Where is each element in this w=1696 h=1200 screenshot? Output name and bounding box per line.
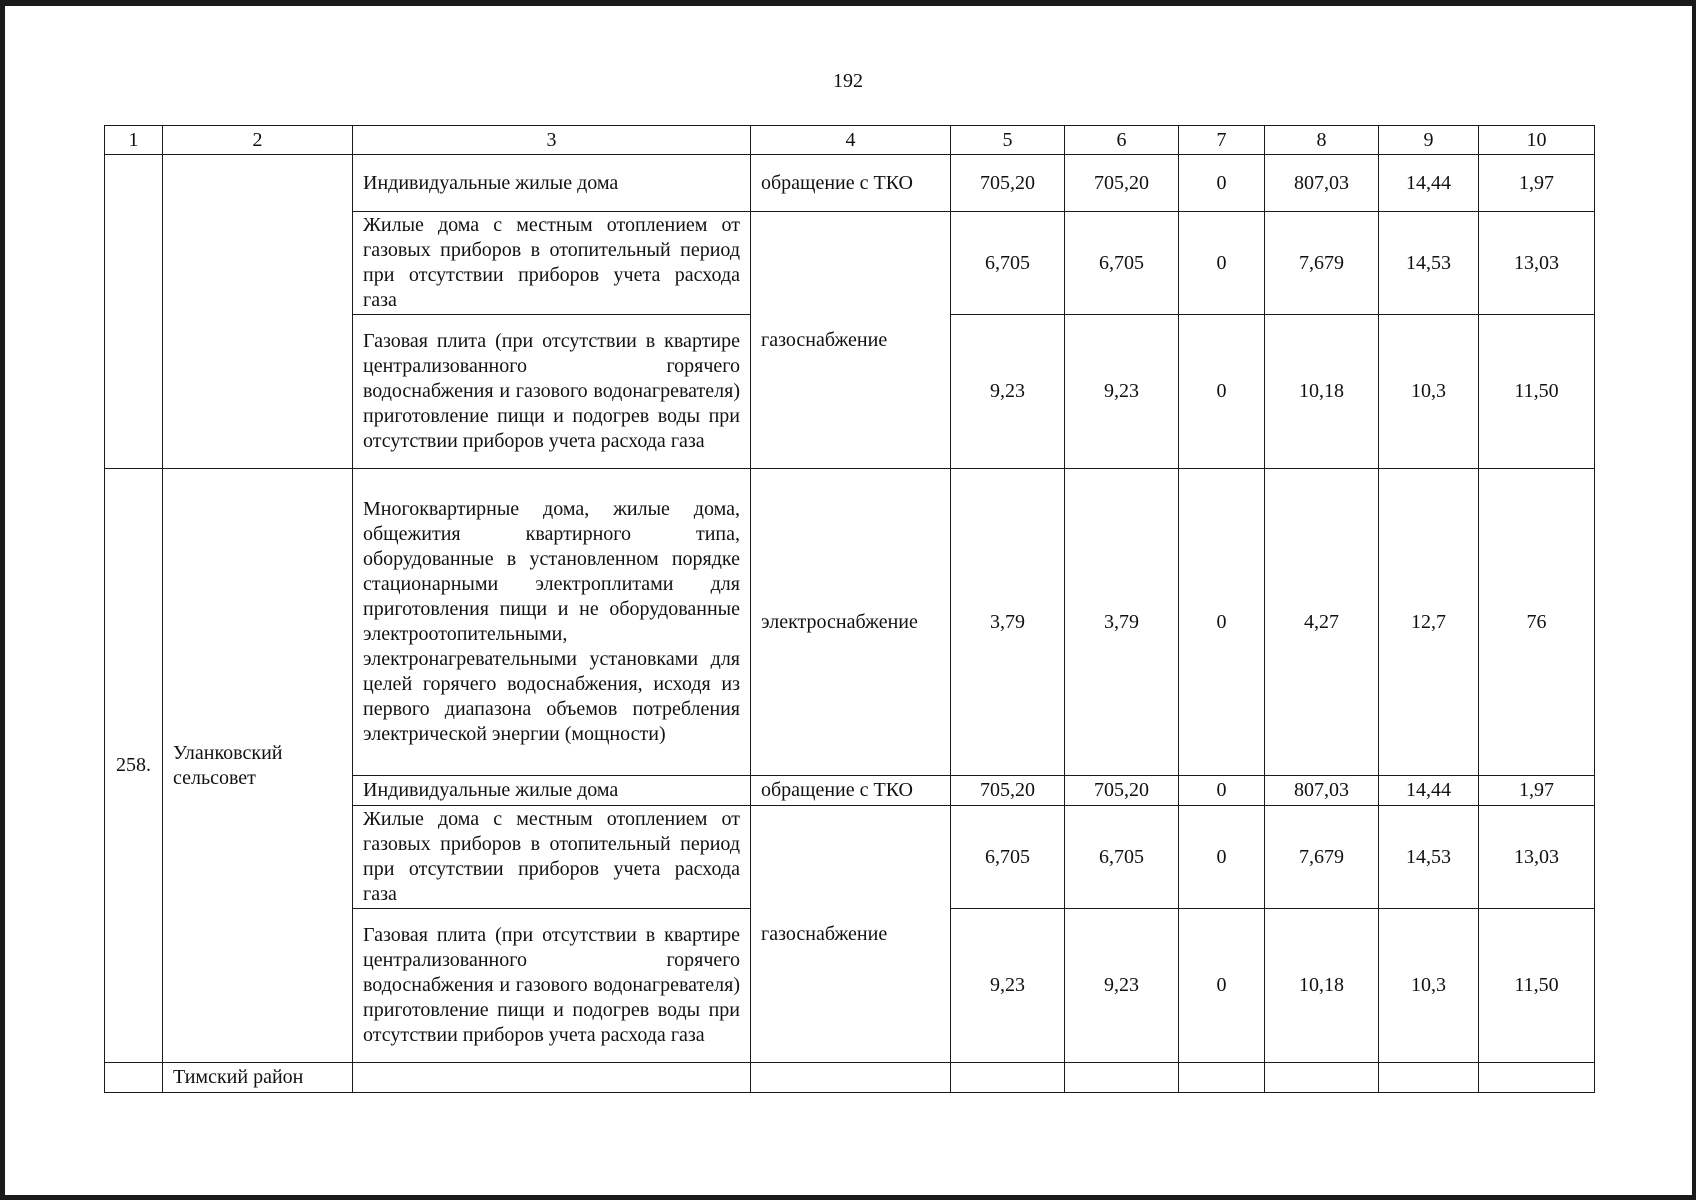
value-cell: 10,3 (1379, 315, 1479, 469)
value-cell: 11,50 (1479, 315, 1595, 469)
table-row (105, 155, 1595, 212)
value-cell: 0 (1179, 212, 1265, 315)
header-cell: 5 (951, 126, 1065, 155)
value-cell (1379, 1063, 1479, 1093)
header-cell: 3 (353, 126, 751, 155)
category-cell (353, 1063, 751, 1093)
header-cell: 9 (1379, 126, 1479, 155)
service-cell: обращение с ТКО (751, 776, 951, 806)
value-cell (1479, 1063, 1595, 1093)
header-row (105, 126, 1595, 155)
district-row (105, 1063, 1595, 1093)
category-cell: Многоквартирные дома, жилые дома, общежития квартирного типа, оборудованные в установленном порядке стационарными электроплитами для приготовления пищи и не оборудованные электроотопительными, электронагревательными установками для целей горячего водоснабжения, исходя из первого диапазона объемов потребления электрической энергии (мощности) (353, 469, 751, 776)
value-cell: 705,20 (951, 155, 1065, 212)
value-cell: 14,53 (1379, 806, 1479, 909)
value-cell: 0 (1179, 155, 1265, 212)
tariff-table (104, 125, 1595, 1093)
row-number-cell: 258. (105, 469, 163, 1063)
service-cell: газоснабжение (751, 806, 951, 1063)
value-cell: 7,679 (1265, 212, 1379, 315)
value-cell: 9,23 (1065, 315, 1179, 469)
value-cell: 807,03 (1265, 155, 1379, 212)
value-cell: 9,23 (951, 315, 1065, 469)
value-cell: 807,03 (1265, 776, 1379, 806)
value-cell: 6,705 (951, 806, 1065, 909)
value-cell: 6,705 (951, 212, 1065, 315)
header-cell: 1 (105, 126, 163, 155)
district-name: Тимский район (163, 1063, 353, 1093)
value-cell (951, 1063, 1065, 1093)
value-cell: 76 (1479, 469, 1595, 776)
header-cell: 10 (1479, 126, 1595, 155)
category-cell: Газовая плита (при отсутствии в квартире централизованного горячего водоснабжения и газового водонагревателя) приготовление пищи и подогрев воды при отсутствии приборов учета расхода газа (353, 909, 751, 1063)
value-cell: 3,79 (951, 469, 1065, 776)
category-cell: Индивидуальные жилые дома (353, 776, 751, 806)
page-frame-top (0, 0, 1696, 6)
value-cell: 9,23 (1065, 909, 1179, 1063)
value-cell: 13,03 (1479, 806, 1595, 909)
municipality-cell (163, 155, 353, 469)
header-cell: 8 (1265, 126, 1379, 155)
value-cell: 1,97 (1479, 776, 1595, 806)
category-cell: Индивидуальные жилые дома (353, 155, 751, 212)
service-cell (751, 1063, 951, 1093)
row-number-cell (105, 1063, 163, 1093)
value-cell: 9,23 (951, 909, 1065, 1063)
value-cell: 0 (1179, 315, 1265, 469)
service-cell: электроснабжение (751, 469, 951, 776)
value-cell: 3,79 (1065, 469, 1179, 776)
row-number-cell (105, 155, 163, 469)
value-cell: 0 (1179, 469, 1265, 776)
value-cell: 705,20 (951, 776, 1065, 806)
municipality-cell: Уланковский сельсовет (163, 469, 353, 1063)
category-cell: Жилые дома с местным отоплением от газовых приборов в отопительный период при отсутствии приборов учета расхода газа (353, 212, 751, 315)
value-cell: 7,679 (1265, 806, 1379, 909)
value-cell: 705,20 (1065, 155, 1179, 212)
value-cell: 6,705 (1065, 806, 1179, 909)
category-cell: Газовая плита (при отсутствии в квартире централизованного горячего водоснабжения и газового водонагревателя) приготовление пищи и подогрев воды при отсутствии приборов учета расхода газа (353, 315, 751, 469)
value-cell: 10,18 (1265, 909, 1379, 1063)
page-frame-right (1692, 0, 1696, 1200)
value-cell: 14,44 (1379, 155, 1479, 212)
value-cell: 0 (1179, 909, 1265, 1063)
service-cell: газоснабжение (751, 212, 951, 469)
page-frame-bottom (0, 1195, 1696, 1200)
value-cell: 705,20 (1065, 776, 1179, 806)
page-frame-left (0, 0, 5, 1200)
page-number: 192 (833, 70, 863, 92)
value-cell: 12,7 (1379, 469, 1479, 776)
value-cell: 0 (1179, 806, 1265, 909)
value-cell: 1,97 (1479, 155, 1595, 212)
value-cell: 13,03 (1479, 212, 1595, 315)
value-cell (1179, 1063, 1265, 1093)
service-cell: обращение с ТКО (751, 155, 951, 212)
header-cell: 4 (751, 126, 951, 155)
header-cell: 6 (1065, 126, 1179, 155)
value-cell: 6,705 (1065, 212, 1179, 315)
category-cell: Жилые дома с местным отоплением от газовых приборов в отопительный период при отсутствии приборов учета расхода газа (353, 806, 751, 909)
value-cell (1065, 1063, 1179, 1093)
value-cell: 10,18 (1265, 315, 1379, 469)
value-cell: 0 (1179, 776, 1265, 806)
value-cell: 10,3 (1379, 909, 1479, 1063)
value-cell: 14,44 (1379, 776, 1479, 806)
header-cell: 2 (163, 126, 353, 155)
value-cell: 11,50 (1479, 909, 1595, 1063)
header-cell: 7 (1179, 126, 1265, 155)
value-cell (1265, 1063, 1379, 1093)
table-row (105, 469, 1595, 776)
value-cell: 4,27 (1265, 469, 1379, 776)
value-cell: 14,53 (1379, 212, 1479, 315)
